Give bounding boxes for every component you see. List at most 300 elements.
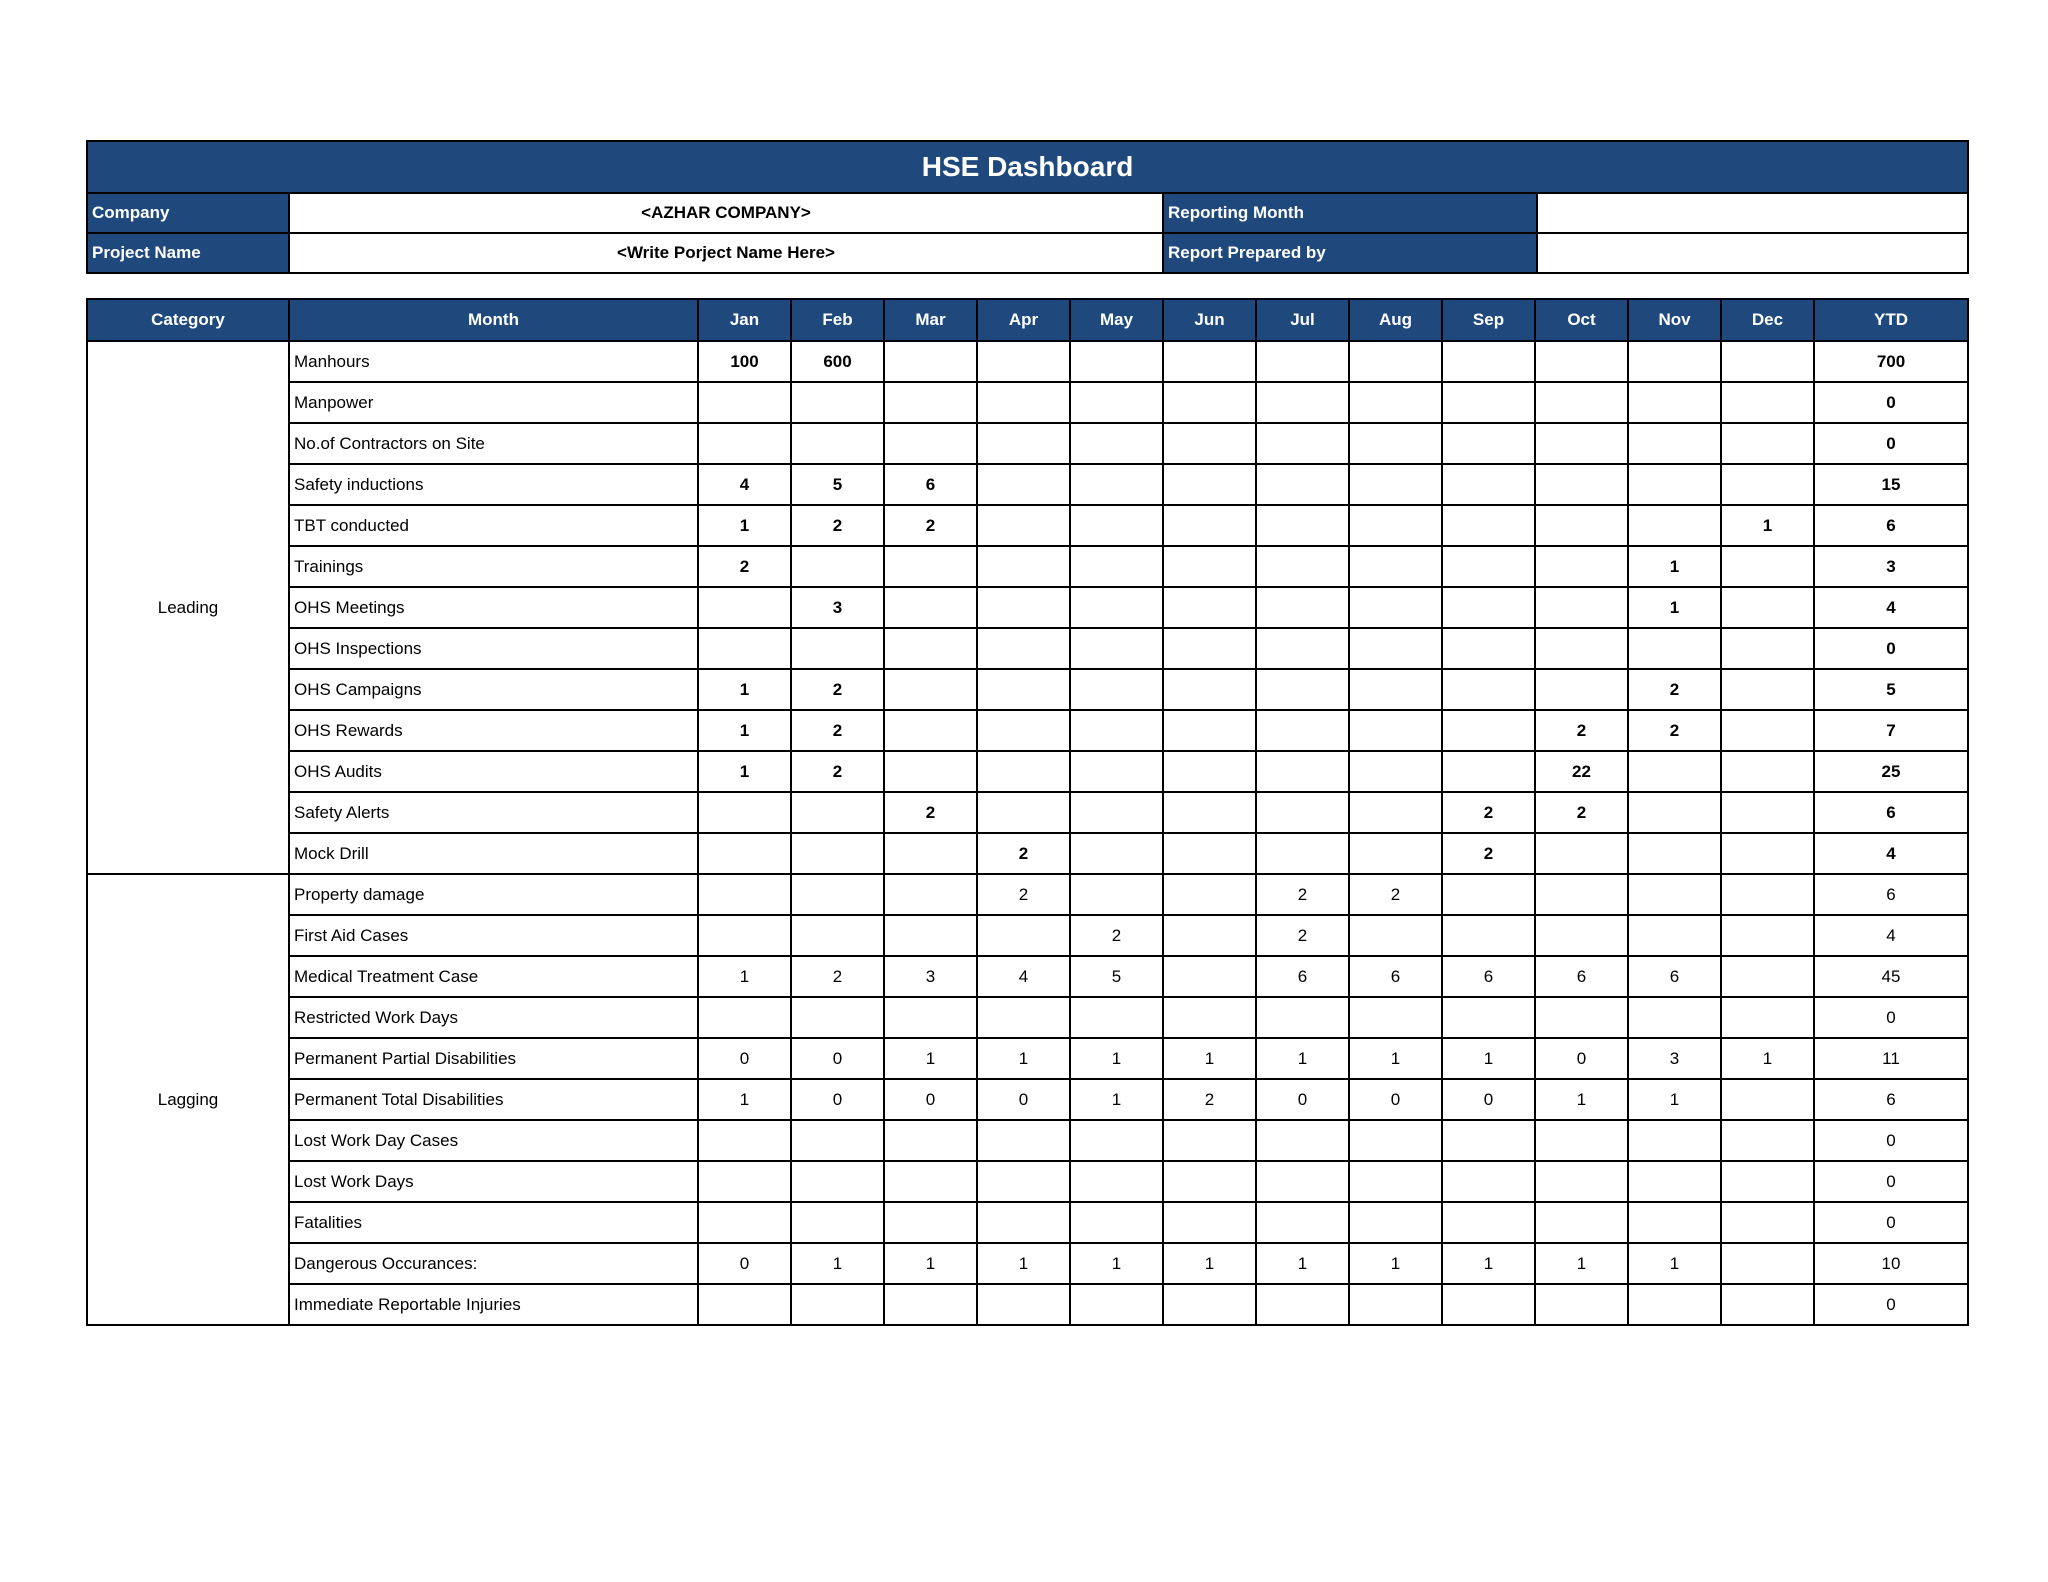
value-cell-dec[interactable] xyxy=(1721,833,1814,874)
value-cell-jul[interactable]: 2 xyxy=(1256,874,1349,915)
value-cell-apr[interactable] xyxy=(977,1202,1070,1243)
value-cell-dec[interactable] xyxy=(1721,751,1814,792)
value-cell-jul[interactable] xyxy=(1256,341,1349,382)
value-cell-jul[interactable]: 1 xyxy=(1256,1243,1349,1284)
value-cell-jan[interactable] xyxy=(698,1120,791,1161)
value-cell-jul[interactable] xyxy=(1256,833,1349,874)
value-cell-feb[interactable]: 2 xyxy=(791,505,884,546)
value-cell-jul[interactable] xyxy=(1256,423,1349,464)
value-cell-feb[interactable]: 5 xyxy=(791,464,884,505)
value-cell-nov[interactable] xyxy=(1628,341,1721,382)
value-cell-jan[interactable]: 1 xyxy=(698,669,791,710)
value-cell-feb[interactable]: 2 xyxy=(791,956,884,997)
value-cell-dec[interactable] xyxy=(1721,1120,1814,1161)
value-cell-dec[interactable] xyxy=(1721,669,1814,710)
value-cell-mar[interactable]: 1 xyxy=(884,1038,977,1079)
value-cell-may[interactable] xyxy=(1070,587,1163,628)
value-cell-jun[interactable] xyxy=(1163,792,1256,833)
value-cell-aug[interactable] xyxy=(1349,915,1442,956)
value-cell-may[interactable] xyxy=(1070,1284,1163,1325)
value-cell-mar[interactable] xyxy=(884,382,977,423)
value-cell-aug[interactable] xyxy=(1349,1202,1442,1243)
value-cell-nov[interactable] xyxy=(1628,1161,1721,1202)
value-cell-jun[interactable] xyxy=(1163,997,1256,1038)
value-cell-jun[interactable] xyxy=(1163,956,1256,997)
value-cell-mar[interactable]: 2 xyxy=(884,505,977,546)
company-value[interactable]: <AZHAR COMPANY> xyxy=(289,193,1163,233)
value-cell-may[interactable] xyxy=(1070,997,1163,1038)
value-cell-sep[interactable]: 0 xyxy=(1442,1079,1535,1120)
value-cell-oct[interactable] xyxy=(1535,997,1628,1038)
value-cell-nov[interactable] xyxy=(1628,997,1721,1038)
value-cell-jan[interactable] xyxy=(698,997,791,1038)
value-cell-aug[interactable] xyxy=(1349,628,1442,669)
value-cell-dec[interactable] xyxy=(1721,792,1814,833)
value-cell-jul[interactable]: 2 xyxy=(1256,915,1349,956)
value-cell-jun[interactable] xyxy=(1163,915,1256,956)
value-cell-nov[interactable] xyxy=(1628,792,1721,833)
value-cell-jun[interactable] xyxy=(1163,382,1256,423)
value-cell-oct[interactable] xyxy=(1535,874,1628,915)
value-cell-oct[interactable]: 1 xyxy=(1535,1079,1628,1120)
value-cell-dec[interactable]: 1 xyxy=(1721,505,1814,546)
value-cell-mar[interactable] xyxy=(884,669,977,710)
value-cell-jan[interactable]: 4 xyxy=(698,464,791,505)
value-cell-jan[interactable] xyxy=(698,1284,791,1325)
value-cell-dec[interactable] xyxy=(1721,1161,1814,1202)
value-cell-sep[interactable] xyxy=(1442,628,1535,669)
value-cell-feb[interactable] xyxy=(791,874,884,915)
value-cell-feb[interactable] xyxy=(791,1161,884,1202)
value-cell-sep[interactable] xyxy=(1442,1202,1535,1243)
value-cell-feb[interactable]: 3 xyxy=(791,587,884,628)
value-cell-nov[interactable]: 3 xyxy=(1628,1038,1721,1079)
value-cell-jul[interactable] xyxy=(1256,669,1349,710)
value-cell-jun[interactable] xyxy=(1163,505,1256,546)
value-cell-feb[interactable] xyxy=(791,382,884,423)
value-cell-mar[interactable]: 2 xyxy=(884,792,977,833)
value-cell-nov[interactable]: 1 xyxy=(1628,546,1721,587)
value-cell-jan[interactable] xyxy=(698,1161,791,1202)
value-cell-sep[interactable] xyxy=(1442,915,1535,956)
value-cell-aug[interactable] xyxy=(1349,505,1442,546)
value-cell-dec[interactable] xyxy=(1721,1202,1814,1243)
value-cell-aug[interactable] xyxy=(1349,587,1442,628)
value-cell-jan[interactable] xyxy=(698,382,791,423)
value-cell-apr[interactable] xyxy=(977,710,1070,751)
value-cell-jan[interactable]: 0 xyxy=(698,1038,791,1079)
value-cell-may[interactable]: 1 xyxy=(1070,1243,1163,1284)
value-cell-feb[interactable] xyxy=(791,628,884,669)
value-cell-jun[interactable] xyxy=(1163,423,1256,464)
value-cell-apr[interactable] xyxy=(977,669,1070,710)
value-cell-may[interactable] xyxy=(1070,833,1163,874)
value-cell-jul[interactable] xyxy=(1256,505,1349,546)
value-cell-feb[interactable] xyxy=(791,1284,884,1325)
value-cell-jan[interactable] xyxy=(698,628,791,669)
value-cell-jul[interactable] xyxy=(1256,792,1349,833)
value-cell-oct[interactable] xyxy=(1535,833,1628,874)
value-cell-jun[interactable] xyxy=(1163,1202,1256,1243)
value-cell-feb[interactable]: 1 xyxy=(791,1243,884,1284)
ytd-cell: 700 xyxy=(1814,341,1968,382)
value-cell-jan[interactable] xyxy=(698,915,791,956)
value-cell-nov[interactable]: 2 xyxy=(1628,669,1721,710)
value-cell-aug[interactable] xyxy=(1349,1284,1442,1325)
value-cell-sep[interactable] xyxy=(1442,546,1535,587)
month-header-oct: Oct xyxy=(1535,299,1628,341)
value-cell-mar[interactable] xyxy=(884,423,977,464)
value-cell-may[interactable]: 2 xyxy=(1070,915,1163,956)
value-cell-sep[interactable]: 2 xyxy=(1442,792,1535,833)
value-cell-jun[interactable] xyxy=(1163,833,1256,874)
value-cell-may[interactable]: 1 xyxy=(1070,1079,1163,1120)
month-header-nov: Nov xyxy=(1628,299,1721,341)
value-cell-jan[interactable]: 0 xyxy=(698,1243,791,1284)
value-cell-apr[interactable] xyxy=(977,915,1070,956)
value-cell-may[interactable]: 1 xyxy=(1070,1038,1163,1079)
value-cell-jun[interactable] xyxy=(1163,628,1256,669)
value-cell-dec[interactable] xyxy=(1721,546,1814,587)
value-cell-may[interactable] xyxy=(1070,1161,1163,1202)
value-cell-sep[interactable] xyxy=(1442,669,1535,710)
value-cell-jun[interactable] xyxy=(1163,1120,1256,1161)
value-cell-mar[interactable]: 0 xyxy=(884,1079,977,1120)
value-cell-apr[interactable] xyxy=(977,423,1070,464)
value-cell-jul[interactable] xyxy=(1256,1120,1349,1161)
value-cell-nov[interactable] xyxy=(1628,751,1721,792)
value-cell-feb[interactable] xyxy=(791,546,884,587)
value-cell-aug[interactable]: 0 xyxy=(1349,1079,1442,1120)
value-cell-sep[interactable]: 6 xyxy=(1442,956,1535,997)
value-cell-oct[interactable] xyxy=(1535,669,1628,710)
value-cell-may[interactable] xyxy=(1070,423,1163,464)
value-cell-aug[interactable] xyxy=(1349,464,1442,505)
value-cell-jun[interactable] xyxy=(1163,669,1256,710)
value-cell-mar[interactable] xyxy=(884,1284,977,1325)
value-cell-apr[interactable] xyxy=(977,997,1070,1038)
value-cell-apr[interactable] xyxy=(977,382,1070,423)
value-cell-feb[interactable] xyxy=(791,833,884,874)
value-cell-oct[interactable] xyxy=(1535,1284,1628,1325)
value-cell-dec[interactable]: 1 xyxy=(1721,1038,1814,1079)
value-cell-aug[interactable] xyxy=(1349,341,1442,382)
value-cell-mar[interactable] xyxy=(884,874,977,915)
value-cell-dec[interactable] xyxy=(1721,1243,1814,1284)
value-cell-nov[interactable] xyxy=(1628,382,1721,423)
value-cell-mar[interactable] xyxy=(884,1161,977,1202)
value-cell-dec[interactable] xyxy=(1721,915,1814,956)
value-cell-jan[interactable] xyxy=(698,423,791,464)
value-cell-may[interactable] xyxy=(1070,628,1163,669)
value-cell-aug[interactable] xyxy=(1349,423,1442,464)
value-cell-aug[interactable] xyxy=(1349,833,1442,874)
value-cell-apr[interactable] xyxy=(977,341,1070,382)
value-cell-aug[interactable]: 2 xyxy=(1349,874,1442,915)
value-cell-sep[interactable] xyxy=(1442,505,1535,546)
value-cell-may[interactable] xyxy=(1070,464,1163,505)
value-cell-mar[interactable] xyxy=(884,997,977,1038)
value-cell-jul[interactable]: 0 xyxy=(1256,1079,1349,1120)
value-cell-jun[interactable]: 2 xyxy=(1163,1079,1256,1120)
value-cell-dec[interactable] xyxy=(1721,382,1814,423)
value-cell-jul[interactable]: 1 xyxy=(1256,1038,1349,1079)
value-cell-oct[interactable] xyxy=(1535,628,1628,669)
value-cell-dec[interactable] xyxy=(1721,1079,1814,1120)
value-cell-apr[interactable] xyxy=(977,751,1070,792)
value-cell-jun[interactable] xyxy=(1163,751,1256,792)
value-cell-mar[interactable]: 3 xyxy=(884,956,977,997)
value-cell-aug[interactable]: 6 xyxy=(1349,956,1442,997)
value-cell-oct[interactable] xyxy=(1535,341,1628,382)
value-cell-oct[interactable] xyxy=(1535,382,1628,423)
value-cell-nov[interactable] xyxy=(1628,1120,1721,1161)
metric-label: Immediate Reportable Injuries xyxy=(289,1284,698,1325)
value-cell-mar[interactable] xyxy=(884,833,977,874)
value-cell-jan[interactable]: 100 xyxy=(698,341,791,382)
value-cell-nov[interactable] xyxy=(1628,464,1721,505)
value-cell-jul[interactable] xyxy=(1256,382,1349,423)
value-cell-may[interactable] xyxy=(1070,710,1163,751)
value-cell-sep[interactable]: 1 xyxy=(1442,1038,1535,1079)
value-cell-sep[interactable]: 2 xyxy=(1442,833,1535,874)
value-cell-mar[interactable]: 1 xyxy=(884,1243,977,1284)
value-cell-aug[interactable] xyxy=(1349,792,1442,833)
value-cell-oct[interactable]: 22 xyxy=(1535,751,1628,792)
value-cell-sep[interactable] xyxy=(1442,874,1535,915)
value-cell-mar[interactable] xyxy=(884,546,977,587)
value-cell-aug[interactable] xyxy=(1349,1120,1442,1161)
value-cell-jan[interactable]: 1 xyxy=(698,505,791,546)
value-cell-nov[interactable] xyxy=(1628,628,1721,669)
value-cell-nov[interactable]: 1 xyxy=(1628,587,1721,628)
value-cell-apr[interactable] xyxy=(977,464,1070,505)
value-cell-apr[interactable]: 1 xyxy=(977,1243,1070,1284)
table-row xyxy=(87,833,1968,874)
value-cell-nov[interactable] xyxy=(1628,1202,1721,1243)
value-cell-apr[interactable]: 0 xyxy=(977,1079,1070,1120)
value-cell-jul[interactable] xyxy=(1256,751,1349,792)
value-cell-dec[interactable] xyxy=(1721,628,1814,669)
value-cell-apr[interactable]: 4 xyxy=(977,956,1070,997)
value-cell-aug[interactable] xyxy=(1349,669,1442,710)
value-cell-jan[interactable]: 2 xyxy=(698,546,791,587)
value-cell-aug[interactable] xyxy=(1349,997,1442,1038)
value-cell-nov[interactable] xyxy=(1628,915,1721,956)
value-cell-mar[interactable] xyxy=(884,915,977,956)
value-cell-mar[interactable] xyxy=(884,628,977,669)
value-cell-oct[interactable]: 6 xyxy=(1535,956,1628,997)
value-cell-oct[interactable] xyxy=(1535,587,1628,628)
value-cell-jan[interactable]: 1 xyxy=(698,710,791,751)
report-prepared-by-value[interactable] xyxy=(1537,233,1968,273)
value-cell-sep[interactable] xyxy=(1442,751,1535,792)
value-cell-nov[interactable]: 2 xyxy=(1628,710,1721,751)
value-cell-jun[interactable]: 1 xyxy=(1163,1038,1256,1079)
value-cell-sep[interactable] xyxy=(1442,1284,1535,1325)
value-cell-aug[interactable]: 1 xyxy=(1349,1243,1442,1284)
value-cell-may[interactable]: 5 xyxy=(1070,956,1163,997)
value-cell-jun[interactable] xyxy=(1163,464,1256,505)
value-cell-oct[interactable]: 2 xyxy=(1535,792,1628,833)
value-cell-may[interactable] xyxy=(1070,546,1163,587)
value-cell-mar[interactable] xyxy=(884,341,977,382)
value-cell-jan[interactable]: 1 xyxy=(698,956,791,997)
value-cell-sep[interactable]: 1 xyxy=(1442,1243,1535,1284)
metric-label: Restricted Work Days xyxy=(289,997,698,1038)
value-cell-nov[interactable] xyxy=(1628,505,1721,546)
value-cell-may[interactable] xyxy=(1070,505,1163,546)
value-cell-nov[interactable] xyxy=(1628,1284,1721,1325)
value-cell-apr[interactable]: 1 xyxy=(977,1038,1070,1079)
value-cell-nov[interactable]: 1 xyxy=(1628,1243,1721,1284)
value-cell-sep[interactable] xyxy=(1442,423,1535,464)
value-cell-oct[interactable] xyxy=(1535,1202,1628,1243)
reporting-month-value[interactable] xyxy=(1537,193,1968,233)
value-cell-jul[interactable] xyxy=(1256,997,1349,1038)
value-cell-sep[interactable] xyxy=(1442,341,1535,382)
value-cell-apr[interactable] xyxy=(977,505,1070,546)
value-cell-may[interactable] xyxy=(1070,669,1163,710)
table-header-row xyxy=(87,299,1968,341)
value-cell-jun[interactable]: 1 xyxy=(1163,1243,1256,1284)
value-cell-aug[interactable] xyxy=(1349,546,1442,587)
value-cell-apr[interactable] xyxy=(977,1161,1070,1202)
value-cell-jan[interactable] xyxy=(698,874,791,915)
value-cell-apr[interactable] xyxy=(977,587,1070,628)
value-cell-feb[interactable] xyxy=(791,792,884,833)
value-cell-may[interactable] xyxy=(1070,1202,1163,1243)
value-cell-dec[interactable] xyxy=(1721,997,1814,1038)
value-cell-may[interactable] xyxy=(1070,792,1163,833)
value-cell-jan[interactable] xyxy=(698,1202,791,1243)
value-cell-jun[interactable] xyxy=(1163,1161,1256,1202)
value-cell-jul[interactable] xyxy=(1256,464,1349,505)
value-cell-oct[interactable] xyxy=(1535,423,1628,464)
value-cell-oct[interactable] xyxy=(1535,505,1628,546)
value-cell-mar[interactable] xyxy=(884,1202,977,1243)
value-cell-sep[interactable] xyxy=(1442,997,1535,1038)
value-cell-jun[interactable] xyxy=(1163,1284,1256,1325)
value-cell-feb[interactable] xyxy=(791,423,884,464)
value-cell-jun[interactable] xyxy=(1163,587,1256,628)
value-cell-jan[interactable] xyxy=(698,833,791,874)
value-cell-feb[interactable]: 2 xyxy=(791,751,884,792)
value-cell-dec[interactable] xyxy=(1721,710,1814,751)
value-cell-jul[interactable] xyxy=(1256,1284,1349,1325)
value-cell-jan[interactable] xyxy=(698,587,791,628)
value-cell-mar[interactable] xyxy=(884,1120,977,1161)
value-cell-sep[interactable] xyxy=(1442,382,1535,423)
value-cell-apr[interactable] xyxy=(977,546,1070,587)
value-cell-sep[interactable] xyxy=(1442,710,1535,751)
value-cell-jul[interactable] xyxy=(1256,587,1349,628)
value-cell-jul[interactable] xyxy=(1256,710,1349,751)
value-cell-nov[interactable] xyxy=(1628,874,1721,915)
value-cell-jan[interactable] xyxy=(698,792,791,833)
value-cell-dec[interactable] xyxy=(1721,1284,1814,1325)
value-cell-apr[interactable]: 2 xyxy=(977,874,1070,915)
value-cell-feb[interactable]: 2 xyxy=(791,710,884,751)
value-cell-sep[interactable] xyxy=(1442,1120,1535,1161)
value-cell-jul[interactable]: 6 xyxy=(1256,956,1349,997)
value-cell-jan[interactable]: 1 xyxy=(698,1079,791,1120)
value-cell-may[interactable] xyxy=(1070,341,1163,382)
category-cell-lagging: Lagging xyxy=(87,874,289,1325)
value-cell-sep[interactable] xyxy=(1442,587,1535,628)
value-cell-jun[interactable] xyxy=(1163,546,1256,587)
value-cell-jul[interactable] xyxy=(1256,628,1349,669)
value-cell-jun[interactable] xyxy=(1163,341,1256,382)
value-cell-oct[interactable]: 1 xyxy=(1535,1243,1628,1284)
value-cell-apr[interactable] xyxy=(977,1120,1070,1161)
value-cell-jun[interactable] xyxy=(1163,874,1256,915)
value-cell-oct[interactable]: 0 xyxy=(1535,1038,1628,1079)
value-cell-nov[interactable]: 6 xyxy=(1628,956,1721,997)
value-cell-aug[interactable] xyxy=(1349,1161,1442,1202)
value-cell-sep[interactable] xyxy=(1442,464,1535,505)
value-cell-aug[interactable] xyxy=(1349,751,1442,792)
value-cell-aug[interactable] xyxy=(1349,710,1442,751)
value-cell-feb[interactable]: 600 xyxy=(791,341,884,382)
value-cell-mar[interactable] xyxy=(884,710,977,751)
value-cell-nov[interactable] xyxy=(1628,833,1721,874)
value-cell-feb[interactable] xyxy=(791,997,884,1038)
value-cell-dec[interactable] xyxy=(1721,874,1814,915)
value-cell-jul[interactable] xyxy=(1256,1202,1349,1243)
value-cell-may[interactable] xyxy=(1070,874,1163,915)
value-cell-oct[interactable] xyxy=(1535,546,1628,587)
value-cell-feb[interactable] xyxy=(791,1120,884,1161)
value-cell-feb[interactable]: 0 xyxy=(791,1038,884,1079)
value-cell-oct[interactable] xyxy=(1535,1120,1628,1161)
value-cell-mar[interactable] xyxy=(884,751,977,792)
value-cell-may[interactable] xyxy=(1070,382,1163,423)
value-cell-feb[interactable]: 0 xyxy=(791,1079,884,1120)
value-cell-jan[interactable]: 1 xyxy=(698,751,791,792)
project-name-value[interactable]: <Write Porject Name Here> xyxy=(289,233,1163,273)
value-cell-dec[interactable] xyxy=(1721,423,1814,464)
value-cell-feb[interactable] xyxy=(791,915,884,956)
value-cell-apr[interactable] xyxy=(977,628,1070,669)
value-cell-feb[interactable]: 2 xyxy=(791,669,884,710)
value-cell-dec[interactable] xyxy=(1721,464,1814,505)
value-cell-apr[interactable] xyxy=(977,792,1070,833)
value-cell-dec[interactable] xyxy=(1721,587,1814,628)
value-cell-sep[interactable] xyxy=(1442,1161,1535,1202)
value-cell-aug[interactable] xyxy=(1349,382,1442,423)
value-cell-oct[interactable] xyxy=(1535,915,1628,956)
value-cell-nov[interactable]: 1 xyxy=(1628,1079,1721,1120)
value-cell-jun[interactable] xyxy=(1163,710,1256,751)
value-cell-feb[interactable] xyxy=(791,1202,884,1243)
value-cell-mar[interactable] xyxy=(884,587,977,628)
value-cell-aug[interactable]: 1 xyxy=(1349,1038,1442,1079)
value-cell-mar[interactable]: 6 xyxy=(884,464,977,505)
value-cell-apr[interactable]: 2 xyxy=(977,833,1070,874)
value-cell-dec[interactable] xyxy=(1721,956,1814,997)
value-cell-dec[interactable] xyxy=(1721,341,1814,382)
value-cell-oct[interactable]: 2 xyxy=(1535,710,1628,751)
value-cell-oct[interactable] xyxy=(1535,1161,1628,1202)
value-cell-jul[interactable] xyxy=(1256,1161,1349,1202)
value-cell-nov[interactable] xyxy=(1628,423,1721,464)
value-cell-apr[interactable] xyxy=(977,1284,1070,1325)
value-cell-may[interactable] xyxy=(1070,751,1163,792)
value-cell-may[interactable] xyxy=(1070,1120,1163,1161)
value-cell-jul[interactable] xyxy=(1256,546,1349,587)
value-cell-oct[interactable] xyxy=(1535,464,1628,505)
